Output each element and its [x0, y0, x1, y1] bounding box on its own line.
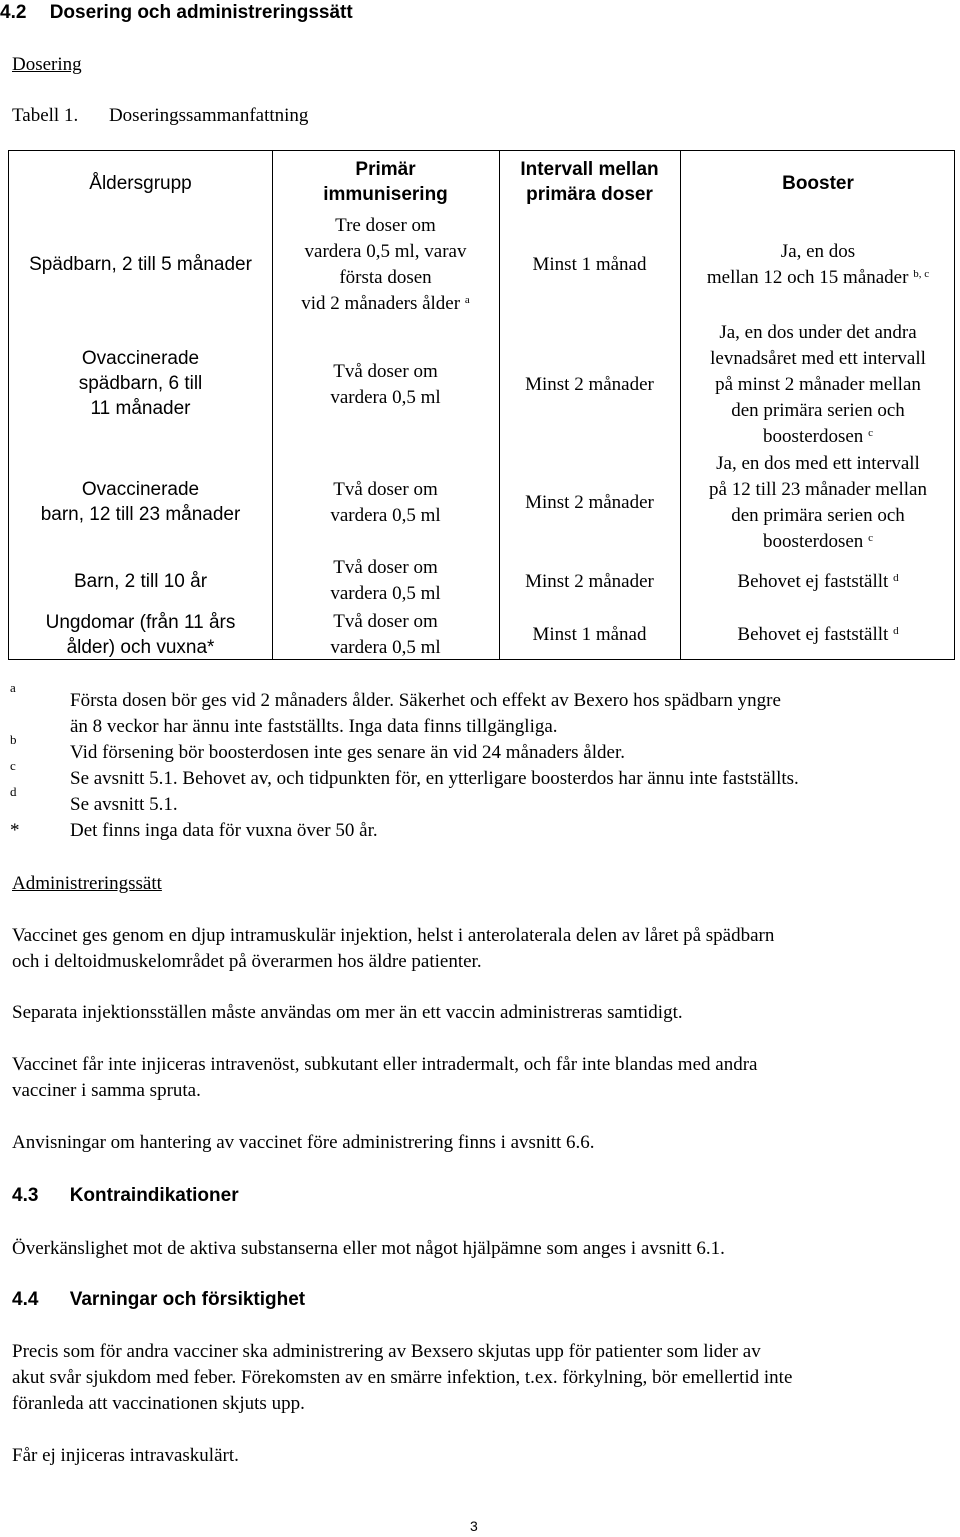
cell-line: Behovet ej fastställt	[737, 571, 889, 592]
footnote-ref: c	[868, 532, 873, 544]
cell-line: Tre doser om	[335, 215, 436, 236]
admin-paragraph-4: Anvisningar om hantering av vaccinet före administrering finns i avsnitt 6.6.	[12, 1132, 595, 1153]
admin-paragraph-1	[12, 923, 774, 975]
cell-line: vardera 0,5 ml	[330, 583, 441, 604]
footnote-ref: d	[893, 572, 899, 584]
section-title: Varningar och försiktighet	[69, 1289, 306, 1310]
row1-primary	[272, 213, 499, 317]
admin-paragraph-3	[12, 1052, 757, 1104]
cell-line: Två doser om	[333, 611, 438, 632]
row5-primary	[272, 609, 499, 661]
header-line: immunisering	[323, 184, 448, 205]
footnote-ref: c	[868, 427, 873, 439]
cell-line: boosterdosen	[763, 531, 864, 552]
header-line: Primär	[355, 159, 416, 180]
cell-line: Ja, en dos under det andra	[719, 322, 917, 343]
section-number: 4.2	[0, 2, 27, 23]
warnings-paragraph	[12, 1339, 792, 1417]
paragraph-line: vacciner i samma spruta.	[12, 1080, 201, 1101]
row2-age	[9, 346, 272, 421]
cell-line: Behovet ej fastställt	[737, 624, 889, 645]
paragraph-line: och i deltoidmuskelområdet på överarmen hos äldre patienter.	[12, 951, 482, 972]
section-heading-4-3	[12, 1183, 239, 1209]
row3-interval: Minst 2 månader	[525, 492, 654, 513]
footnote-mark: *	[10, 820, 20, 841]
section-number: 4.3	[12, 1185, 39, 1206]
paragraph-line: akut svår sjukdom med feber. Förekomsten av en smärre infektion, t.ex. förkylning, bör emellertid inte	[12, 1367, 793, 1388]
footnote-a	[70, 688, 781, 740]
footnote-mark: c	[10, 758, 16, 773]
paragraph-line: Precis som för andra vacciner ska administrering av Bexsero skjutas upp för patienter som lider av	[12, 1341, 761, 1362]
cell-line: Ja, en dos med ett intervall	[716, 453, 920, 474]
footnote-ref: a	[464, 294, 470, 306]
row3-booster	[680, 451, 956, 555]
cell-line: den primära serien och	[731, 400, 905, 421]
row2-interval: Minst 2 månader	[525, 374, 654, 395]
cell-line: levnadsåret med ett intervall	[710, 348, 926, 369]
cell-line: vardera 0,5 ml	[330, 505, 441, 526]
paragraph-line: Vaccinet får inte injiceras intravenöst, subkutant eller intradermalt, och får inte blandas med andra	[12, 1054, 758, 1075]
cell-line: Ja, en dos	[780, 241, 856, 262]
cell-line: på minst 2 månader mellan	[715, 374, 921, 395]
row2-primary	[272, 359, 499, 411]
section-title: Kontraindikationer	[69, 1185, 239, 1206]
row4-age: Barn, 2 till 10 år	[73, 571, 208, 592]
row3-age	[9, 477, 272, 527]
cell-line: ålder) och vuxna*	[66, 637, 215, 658]
row5-interval: Minst 1 månad	[532, 624, 647, 645]
dosing-table	[8, 150, 955, 660]
cell-line: Ovaccinerade	[81, 479, 200, 500]
table-caption-title: Doseringssammanfattning	[108, 105, 309, 126]
cell-line: vardera 0,5 ml	[330, 637, 441, 658]
cell-line: Två doser om	[333, 361, 438, 382]
row5-booster	[680, 622, 956, 648]
footnote-star: Det finns inga data för vuxna över 50 år.	[70, 820, 378, 841]
cell-line: Två doser om	[333, 479, 438, 500]
row1-age: Spädbarn, 2 till 5 månader	[29, 254, 252, 275]
cell-line: Två doser om	[333, 557, 438, 578]
cell-line: vardera 0,5 ml	[330, 387, 441, 408]
paragraph-line: Vaccinet ges genom en djup intramuskulär injektion, helst i anterolaterala delen av låret på spädbarn	[12, 925, 775, 946]
header-booster: Booster	[782, 173, 854, 194]
cell-line: spädbarn, 6 till	[78, 373, 203, 394]
footnote-mark: d	[10, 784, 17, 799]
cell-line: vid 2 månaders ålder	[301, 293, 461, 314]
cell-line: vardera 0,5 ml, varav	[304, 241, 467, 262]
footnote-line: än 8 veckor har ännu inte fastställts. Inga data finns tillgängliga.	[70, 716, 558, 737]
row4-primary	[272, 555, 499, 607]
paragraph-line: föranleda att vaccinationen skjuts upp.	[12, 1393, 305, 1414]
row5-age	[9, 610, 272, 660]
section-heading-4-2	[0, 0, 353, 26]
dosering-subheading: Dosering	[12, 54, 82, 75]
row1-interval: Minst 1 månad	[532, 254, 647, 275]
footnote-d: Se avsnitt 5.1.	[70, 794, 178, 815]
section-number: 4.4	[12, 1289, 39, 1310]
row2-booster	[680, 320, 956, 450]
table-caption	[12, 103, 308, 129]
footnote-ref: b, c	[913, 268, 930, 280]
row3-primary	[272, 477, 499, 529]
row4-interval: Minst 2 månader	[525, 571, 654, 592]
header-interval	[499, 157, 680, 207]
cell-line: Ungdomar (från 11 års	[45, 612, 236, 633]
row4-booster	[680, 569, 956, 595]
admin-paragraph-2: Separata injektionsställen måste användas om mer än ett vaccin administreras samtidigt.	[12, 1002, 683, 1023]
header-line: primära doser	[526, 184, 653, 205]
administration-heading: Administreringssätt	[12, 873, 162, 894]
footnote-b: Vid försening bör boosterdosen inte ges senare än vid 24 månaders ålder.	[70, 742, 625, 763]
cell-line: mellan 12 och 15 månader	[706, 267, 909, 288]
cell-line: första dosen	[339, 267, 432, 288]
cell-line: den primära serien och	[731, 505, 905, 526]
footnote-mark: b	[10, 732, 17, 747]
table-caption-label: Tabell 1.	[12, 105, 79, 126]
cell-line: Ovaccinerade	[81, 348, 200, 369]
warnings-last-line: Får ej injiceras intravaskulärt.	[12, 1445, 239, 1466]
contraindications-text: Överkänslighet mot de aktiva substanserna eller mot något hjälpämne som anges i avsnitt 6.1.	[12, 1238, 725, 1259]
cell-line: 11 månader	[90, 398, 191, 419]
header-age-group: Åldersgrupp	[89, 173, 192, 194]
section-heading-4-4	[12, 1287, 305, 1313]
cell-line: barn, 12 till 23 månader	[40, 504, 241, 525]
footnote-ref: d	[893, 625, 899, 637]
page-number: 3	[470, 1518, 478, 1534]
header-primary-immunization	[272, 157, 499, 207]
cell-line: på 12 till 23 månader mellan	[709, 479, 927, 500]
footnote-mark: a	[10, 680, 16, 695]
row1-booster	[680, 239, 956, 291]
cell-line: boosterdosen	[763, 426, 864, 447]
header-line: Intervall mellan	[520, 159, 659, 180]
footnote-line: Första dosen bör ges vid 2 månaders ålder. Säkerhet och effekt av Bexero hos spädbarn yngre	[70, 690, 781, 711]
footnote-c: Se avsnitt 5.1. Behovet av, och tidpunkten för, en ytterligare boosterdos har ännu inte fastställts.	[70, 768, 799, 789]
section-title: Dosering och administreringssätt	[49, 2, 353, 23]
